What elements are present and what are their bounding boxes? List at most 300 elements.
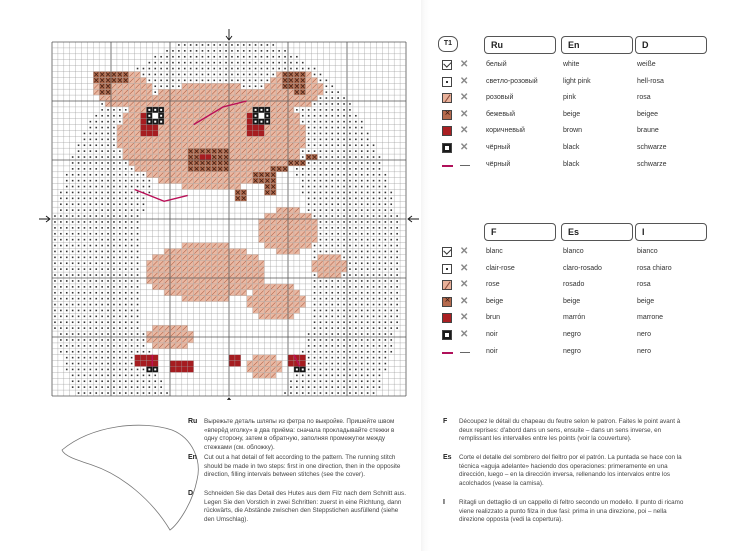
stitch-light-pink [66, 251, 68, 253]
stitch-light-pink [396, 227, 398, 229]
stitch-light-pink [326, 304, 328, 306]
legend-cell: weiße [637, 61, 656, 68]
stitch-light-pink [361, 375, 363, 377]
stitch-light-pink [90, 268, 92, 270]
stitch-light-pink [314, 298, 316, 300]
stitch-light-pink [373, 186, 375, 188]
stitch-light-pink [131, 386, 133, 388]
stitch-light-pink [385, 333, 387, 335]
stitch-light-pink [78, 316, 80, 318]
stitch-light-pink [143, 186, 145, 188]
stitch-light-pink [326, 150, 328, 152]
stitch-light-pink [131, 316, 133, 318]
stitch-light-pink [95, 345, 97, 347]
stitch-light-pink [101, 375, 103, 377]
legend-cell: blanc [486, 248, 503, 255]
stitch-light-pink [320, 392, 322, 394]
cross-stitch-icon: ✕ [460, 125, 469, 137]
stitch-light-pink [337, 198, 339, 200]
stitch-light-pink [125, 392, 127, 394]
stitch-light-pink [373, 150, 375, 152]
stitch-light-pink [125, 351, 127, 353]
stitch-light-pink [243, 74, 245, 76]
stitch-light-pink [113, 227, 115, 229]
stitch-r [141, 125, 147, 131]
stitch-light-pink [337, 215, 339, 217]
stitch-light-pink [101, 150, 103, 152]
stitch-light-pink [113, 209, 115, 211]
stitch-light-pink [314, 257, 316, 259]
stitch-light-pink [137, 209, 139, 211]
stitch-light-pink [72, 203, 74, 205]
stitch-r [288, 361, 294, 367]
language-code: F [443, 418, 448, 425]
stitch-light-pink [343, 144, 345, 146]
stitch-light-pink [213, 62, 215, 64]
stitch-light-pink [373, 227, 375, 229]
stitch-light-pink [337, 227, 339, 229]
stitch-light-pink [131, 245, 133, 247]
legend-swatch-brown [442, 126, 452, 136]
stitch-light-pink [367, 386, 369, 388]
stitch-light-pink [95, 198, 97, 200]
stitch-light-pink [95, 133, 97, 135]
stitch-light-pink [343, 292, 345, 294]
stitch-light-pink [101, 304, 103, 306]
stitch-light-pink [72, 345, 74, 347]
stitch-light-pink [367, 251, 369, 253]
stitch-light-pink [379, 333, 381, 335]
stitch-light-pink [373, 351, 375, 353]
stitch-light-pink [326, 321, 328, 323]
stitch-light-pink [320, 103, 322, 105]
stitch-light-pink [385, 198, 387, 200]
stitch-light-pink [101, 245, 103, 247]
stitch-light-pink [54, 239, 56, 241]
stitch-light-pink [90, 310, 92, 312]
stitch-light-pink [367, 380, 369, 382]
stitch-light-pink [331, 115, 333, 117]
stitch-light-pink [361, 127, 363, 129]
stitch-light-pink [84, 186, 86, 188]
stitch-light-pink [367, 357, 369, 359]
stitch-light-pink [101, 251, 103, 253]
stitch-light-pink [396, 298, 398, 300]
stitch-light-pink [125, 198, 127, 200]
stitch-light-pink [337, 115, 339, 117]
stitch-light-pink [66, 316, 68, 318]
stitch-black-mark [148, 109, 150, 111]
stitch-light-pink [355, 192, 357, 194]
stitch-light-pink [107, 286, 109, 288]
stitch-light-pink [231, 44, 233, 46]
stitch-light-pink [101, 339, 103, 341]
stitch-light-pink [90, 327, 92, 329]
stitch-light-pink [326, 85, 328, 87]
stitch-light-pink [343, 115, 345, 117]
stitch-light-pink [314, 363, 316, 365]
stitch-light-pink [331, 321, 333, 323]
stitch-light-pink [326, 139, 328, 141]
stitch-light-pink [66, 298, 68, 300]
stitch-light-pink [367, 215, 369, 217]
stitch-light-pink [255, 62, 257, 64]
stitch-light-pink [331, 162, 333, 164]
stitch-light-pink [125, 192, 127, 194]
stitch-light-pink [190, 56, 192, 58]
stitch-light-pink [314, 339, 316, 341]
stitch-light-pink [90, 251, 92, 253]
stitch-light-pink [131, 304, 133, 306]
stitch-light-pink [113, 369, 115, 371]
stitch-light-pink [361, 333, 363, 335]
stitch-light-pink [107, 192, 109, 194]
stitch-light-pink [54, 227, 56, 229]
stitch-light-pink [331, 392, 333, 394]
stitch-r [253, 131, 259, 137]
stitch-light-pink [66, 203, 68, 205]
stitch-light-pink [396, 310, 398, 312]
stitch-light-pink [261, 50, 263, 52]
stitch-light-pink [54, 215, 56, 217]
stitch-light-pink [337, 186, 339, 188]
stitch-light-pink [178, 50, 180, 52]
stitch-light-pink [78, 363, 80, 365]
stitch-light-pink [90, 333, 92, 335]
stitch-black-mark [260, 109, 262, 111]
stitch-light-pink [367, 162, 369, 164]
stitch-light-pink [137, 239, 139, 241]
stitch-light-pink [219, 56, 221, 58]
stitch-light-pink [331, 156, 333, 158]
stitch-light-pink [131, 333, 133, 335]
stitch-light-pink [178, 74, 180, 76]
stitch-light-pink [225, 62, 227, 64]
stitch-light-pink [137, 339, 139, 341]
stitch-light-pink [95, 380, 97, 382]
stitch-light-pink [385, 221, 387, 223]
stitch-light-pink [390, 274, 392, 276]
stitch-light-pink [331, 239, 333, 241]
stitch-light-pink [84, 162, 86, 164]
stitch-light-pink [72, 321, 74, 323]
stitch-light-pink [60, 245, 62, 247]
stitch-light-pink [84, 268, 86, 270]
stitch-light-pink [337, 144, 339, 146]
stitch-light-pink [131, 209, 133, 211]
stitch-light-pink [90, 298, 92, 300]
stitch-light-pink [396, 262, 398, 264]
stitch-light-pink [107, 251, 109, 253]
stitch-light-pink [78, 369, 80, 371]
stitch-light-pink [326, 221, 328, 223]
stitch-light-pink [60, 298, 62, 300]
stitch-light-pink [90, 369, 92, 371]
stitch-light-pink [166, 392, 168, 394]
stitch-light-pink [320, 380, 322, 382]
stitch-light-pink [390, 327, 392, 329]
stitch-light-pink [355, 304, 357, 306]
stitch-light-pink [113, 162, 115, 164]
stitch-light-pink [119, 375, 121, 377]
stitch-light-pink [390, 339, 392, 341]
stitch-light-pink [119, 156, 121, 158]
stitch-light-pink [308, 180, 310, 182]
stitch-light-pink [349, 215, 351, 217]
stitch-light-pink [208, 80, 210, 82]
stitch-light-pink [343, 150, 345, 152]
stitch-light-pink [119, 180, 121, 182]
stitch-light-pink [84, 327, 86, 329]
legend-header-d: D [635, 36, 707, 54]
stitch-light-pink [66, 310, 68, 312]
stitch-light-pink [137, 274, 139, 276]
stitch-light-pink [160, 68, 162, 70]
stitch-light-pink [178, 68, 180, 70]
stitch-light-pink [361, 298, 363, 300]
stitch-light-pink [337, 298, 339, 300]
stitch-light-pink [337, 150, 339, 152]
color-legend-f-es-i [438, 223, 738, 358]
stitch-light-pink [249, 62, 251, 64]
stitch-light-pink [320, 239, 322, 241]
stitch-light-pink [84, 292, 86, 294]
stitch-light-pink [326, 162, 328, 164]
stitch-light-pink [390, 192, 392, 194]
stitch-light-pink [314, 245, 316, 247]
stitch-light-pink [131, 380, 133, 382]
stitch-light-pink [308, 133, 310, 135]
stitch-light-pink [95, 369, 97, 371]
stitch-light-pink [331, 97, 333, 99]
stitch-light-pink [113, 127, 115, 129]
stitch-light-pink [243, 62, 245, 64]
stitch-light-pink [113, 192, 115, 194]
stitch-light-pink [314, 127, 316, 129]
stitch-light-pink [119, 321, 121, 323]
stitch-light-pink [314, 144, 316, 146]
stitch-light-pink [367, 274, 369, 276]
stitch-light-pink [355, 316, 357, 318]
stitch-light-pink [78, 327, 80, 329]
stitch-light-pink [361, 174, 363, 176]
stitch-light-pink [107, 392, 109, 394]
stitch-light-pink [349, 339, 351, 341]
stitch-light-pink [290, 56, 292, 58]
stitch-light-pink [66, 363, 68, 365]
stitch-light-pink [349, 316, 351, 318]
stitch-light-pink [320, 251, 322, 253]
stitch-light-pink [314, 139, 316, 141]
stitch-light-pink [261, 85, 263, 87]
stitch-light-pink [379, 227, 381, 229]
legend-cell: black [563, 144, 580, 151]
stitch-light-pink [137, 215, 139, 217]
stitch-light-pink [361, 304, 363, 306]
stitch-light-pink [337, 327, 339, 329]
stitch-light-pink [125, 168, 127, 170]
stitch-light-pink [331, 174, 333, 176]
legend-row [438, 75, 738, 89]
legend-cell: clair-rose [486, 264, 515, 272]
stitch-light-pink [337, 121, 339, 123]
stitch-light-pink [95, 209, 97, 211]
stitch-light-pink [320, 174, 322, 176]
stitch-light-pink [314, 198, 316, 200]
stitch-light-pink [331, 109, 333, 111]
stitch-light-pink [95, 239, 97, 241]
stitch-light-pink [72, 333, 74, 335]
stitch-light-pink [125, 227, 127, 229]
stitch-r [300, 355, 306, 361]
stitch-light-pink [373, 209, 375, 211]
legend-row [438, 311, 738, 325]
stitch-light-pink [95, 304, 97, 306]
legend-cell: beige [563, 297, 581, 305]
stitch-light-pink [349, 380, 351, 382]
stitch-light-pink [396, 221, 398, 223]
stitch-light-pink [385, 304, 387, 306]
stitch-light-pink [107, 233, 109, 235]
stitch-light-pink [107, 310, 109, 312]
stitch-light-pink [166, 68, 168, 70]
stitch-light-pink [331, 233, 333, 235]
stitch-light-pink [172, 62, 174, 64]
stitch-light-pink [320, 286, 322, 288]
stitch-light-pink [355, 369, 357, 371]
legend-swatch-line [442, 352, 453, 354]
stitch-light-pink [367, 192, 369, 194]
stitch-light-pink [113, 180, 115, 182]
stitch-light-pink [113, 203, 115, 205]
stitch-light-pink [308, 363, 310, 365]
stitch-light-pink [355, 139, 357, 141]
stitch-light-pink [95, 339, 97, 341]
stitch-light-pink [390, 286, 392, 288]
stitch-light-pink [119, 209, 121, 211]
stitch-light-pink [125, 280, 127, 282]
stitch-light-pink [54, 280, 56, 282]
stitch-light-pink [101, 215, 103, 217]
stitch-light-pink [131, 180, 133, 182]
stitch-light-pink [95, 115, 97, 117]
stitch-light-pink [379, 310, 381, 312]
legend-row [438, 262, 738, 276]
stitch-light-pink [90, 227, 92, 229]
stitch-light-pink [326, 168, 328, 170]
cross-stitch-icon: ✕ [460, 92, 469, 104]
stitch-light-pink [119, 251, 121, 253]
stitch-light-pink [278, 68, 280, 70]
stitch-light-pink [337, 156, 339, 158]
stitch-light-pink [107, 156, 109, 158]
stitch-light-pink [95, 333, 97, 335]
stitch-light-pink [119, 274, 121, 276]
stitch-light-pink [379, 180, 381, 182]
stitch-light-pink [302, 121, 304, 123]
stitch-light-pink [385, 233, 387, 235]
stitch-black-mark [255, 115, 257, 117]
stitch-r [146, 355, 152, 361]
stitch-light-pink [373, 292, 375, 294]
stitch-light-pink [113, 268, 115, 270]
stitch-light-pink [101, 298, 103, 300]
instruction-text: Schneiden Sie das Detail des Hutes aus dem Filz nach dem Schnitt aus. Legen Sie den Vorstich in zwei Schritten: zuerst in eine Richtung, dann rückwärts, die Abstände zwischen den Steppstichen ausfüllend (siehe den Umschlag). [204, 490, 406, 524]
stitch-light-pink [72, 363, 74, 365]
stitch-light-pink [95, 392, 97, 394]
stitch-light-pink [237, 62, 239, 64]
stitch-light-pink [101, 162, 103, 164]
stitch-light-pink [113, 280, 115, 282]
stitch-light-pink [78, 380, 80, 382]
stitch-light-pink [72, 227, 74, 229]
stitch-light-pink [379, 233, 381, 235]
stitch-light-pink [373, 369, 375, 371]
stitch-r [247, 113, 253, 119]
stitch-light-pink [119, 369, 121, 371]
stitch-light-pink [355, 286, 357, 288]
legend-swatch-line [442, 165, 453, 167]
stitch-light-pink [337, 392, 339, 394]
stitch-light-pink [290, 380, 292, 382]
stitch-light-pink [54, 245, 56, 247]
stitch-light-pink [326, 121, 328, 123]
stitch-light-pink [60, 203, 62, 205]
stitch-light-pink [385, 357, 387, 359]
stitch-light-pink [137, 68, 139, 70]
stitch-light-pink [78, 257, 80, 259]
stitch-light-pink [343, 139, 345, 141]
stitch-light-pink [367, 186, 369, 188]
stitch-light-pink [78, 392, 80, 394]
stitch-light-pink [385, 268, 387, 270]
stitch-light-pink [343, 257, 345, 259]
stitch-light-pink [84, 227, 86, 229]
instructions-right-column [443, 418, 688, 543]
stitch-light-pink [72, 386, 74, 388]
stitch-light-pink [343, 198, 345, 200]
legend-swatch-white [442, 247, 452, 257]
stitch-light-pink [320, 150, 322, 152]
stitch-light-pink [320, 180, 322, 182]
stitch-light-pink [308, 392, 310, 394]
stitch-light-pink [361, 257, 363, 259]
legend-cell: white [563, 61, 580, 68]
stitch-light-pink [78, 268, 80, 270]
page-gutter [421, 0, 430, 551]
stitch-light-pink [379, 369, 381, 371]
stitch-light-pink [385, 310, 387, 312]
stitch-light-pink [343, 327, 345, 329]
stitch-r [247, 125, 253, 131]
stitch-light-pink [379, 321, 381, 323]
stitch-light-pink [373, 392, 375, 394]
stitch-light-pink [72, 339, 74, 341]
stitch-light-pink [125, 274, 127, 276]
stitch-light-pink [196, 44, 198, 46]
stitch-light-pink [72, 180, 74, 182]
stitch-light-pink [84, 304, 86, 306]
stitch-light-pink [154, 375, 156, 377]
stitch-light-pink [95, 310, 97, 312]
stitch-light-pink [326, 316, 328, 318]
stitch-light-pink [107, 386, 109, 388]
stitch-light-pink [131, 351, 133, 353]
stitch-light-pink [101, 345, 103, 347]
stitch-light-pink [143, 351, 145, 353]
legend-swatch-pink [442, 280, 452, 290]
stitch-light-pink [308, 339, 310, 341]
